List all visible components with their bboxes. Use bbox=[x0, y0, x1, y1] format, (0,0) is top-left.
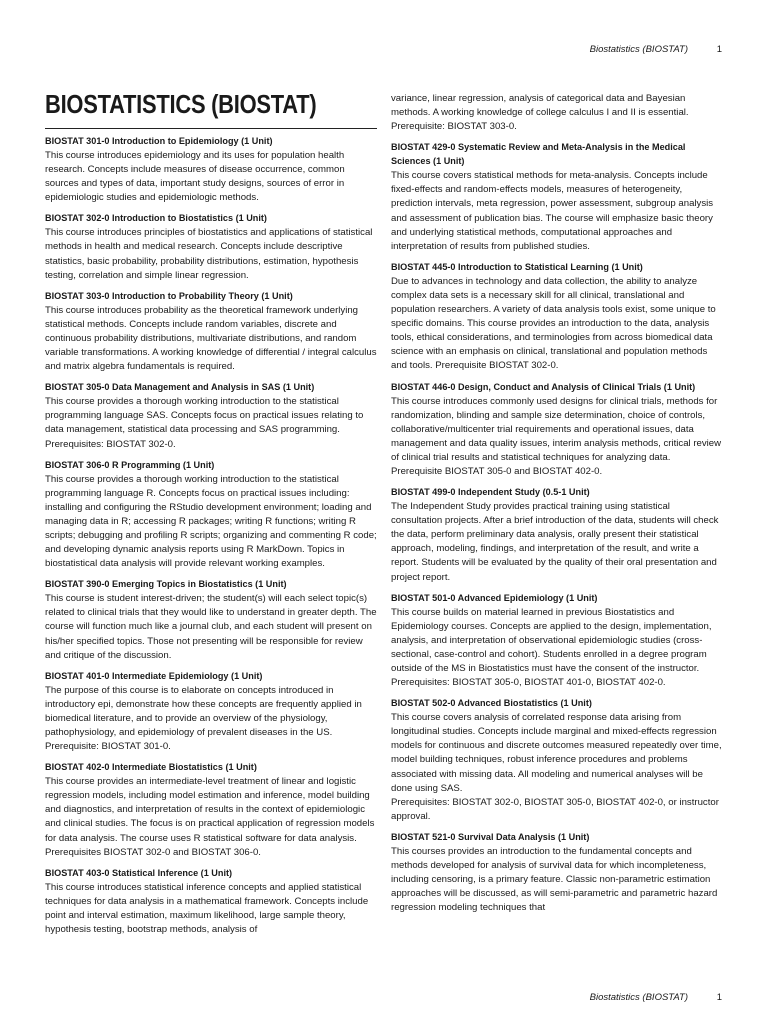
course-description: This course provides an intermediate-level treatment of linear and logistic regression models, including model estimation and inference, model building and diagnostics, and interpretation of results in the context of epidemiologic and clinical studies. The focus is on practical application of regression models for data analysis. The course uses R statistical software for data analysis. Prerequisites BIOSTAT 302-0 and BIOSTAT 306-0. bbox=[45, 776, 375, 858]
course-description: This course covers statistical methods for meta-analysis. Concepts include fixed-effects and random-effects models, measures of heterogeneity, prediction intervals, meta regression, power assessment, subgroup analysis and assessment of publication bias. The course will emphasize basic theory and underlying statistical methods, computational approaches and interpretation of results from published studies. bbox=[391, 170, 714, 252]
course-entry bbox=[45, 135, 377, 205]
course-continuation bbox=[391, 92, 723, 134]
course-title: BIOSTAT 502-0 Advanced Biostatistics (1 Unit) bbox=[391, 698, 592, 710]
course-entry bbox=[45, 381, 377, 451]
left-course-list bbox=[45, 135, 377, 937]
course-title: BIOSTAT 445-0 Introduction to Statistical Learning (1 Unit) bbox=[391, 261, 643, 273]
course-description: This course builds on material learned in previous Biostatistics and Epidemiology courses. Concepts are applied to the design, implementation, analysis, and interpretation of observational epidemiologic studies (cross-sectional, case-control and cohort). Students enrolled in a degree program outside of the MS in Biostatistics must have the consent of the instructor. bbox=[391, 606, 712, 674]
course-prerequisite: Prerequisites: BIOSTAT 305-0, BIOSTAT 401-0, BIOSTAT 402-0. bbox=[391, 677, 666, 689]
course-title: BIOSTAT 521-0 Survival Data Analysis (1 Unit) bbox=[391, 831, 590, 843]
course-title: BIOSTAT 446-0 Design, Conduct and Analysis of Clinical Trials (1 Unit) bbox=[391, 381, 696, 393]
course-entry bbox=[391, 261, 723, 374]
course-entry bbox=[45, 761, 377, 860]
course-title: BIOSTAT 305-0 Data Management and Analysis in SAS (1 Unit) bbox=[45, 382, 315, 394]
course-prerequisite: Prerequisite: BIOSTAT 301-0. bbox=[45, 741, 171, 753]
course-title: BIOSTAT 306-0 R Programming (1 Unit) bbox=[45, 459, 215, 471]
course-title: BIOSTAT 301-0 Introduction to Epidemiology (1 Unit) bbox=[45, 136, 273, 147]
course-entry bbox=[391, 486, 723, 585]
course-entry bbox=[45, 867, 377, 937]
course-description: This course covers analysis of correlated response data arising from longitudinal studies. Concepts include marginal and mixed-effects regression models for continuous and discrete outcomes measured repeatedly over time, model building techniques, robust inference procedures and problems associated with missing data. All modeling and numerical analyses will be done using SAS. bbox=[391, 712, 722, 794]
course-title: BIOSTAT 390-0 Emerging Topics in Biostatistics (1 Unit) bbox=[45, 579, 287, 591]
course-entry bbox=[45, 670, 377, 754]
course-title: BIOSTAT 302-0 Introduction to Biostatistics (1 Unit) bbox=[45, 213, 267, 225]
course-description: This course introduces epidemiology and its uses for population health research. Concepts include measures of disease occurrence, common sources and types of data, important study designs, sources of error in epidemiologic studies and epidemiologic methods. bbox=[45, 150, 345, 204]
continuation-text: variance, linear regression, analysis of categorical data and Bayesian methods. A working knowledge of college calculus I and II is essential. bbox=[391, 93, 689, 119]
course-title: BIOSTAT 403-0 Statistical Inference (1 Unit) bbox=[45, 867, 233, 879]
course-entry bbox=[45, 290, 377, 374]
course-entry bbox=[45, 459, 377, 572]
course-entry bbox=[391, 697, 723, 824]
course-prerequisite: Prerequisites: BIOSTAT 302-0, BIOSTAT 305-0, BIOSTAT 402-0, or instructor approval. bbox=[391, 796, 719, 822]
course-description: Due to advances in technology and data collection, the ability to analyze complex data sets is a necessary skill for all clinical, translational and population researchers. A variety of data analysis tools exist, some unique to specific domains. This course provides an introduction to the data, analysis tools, ethical considerations, and terminologies from across biomedical data science with an emphasis on clinical, translational and population methods and tools. Prerequisite BIOSTAT 302-0. bbox=[391, 275, 716, 372]
title-divider bbox=[45, 128, 377, 129]
course-description: The Independent Study provides practical training using statistical consultation projects. After a brief introduction of the data, students will check the data, perform preliminary data analysis, orally present their statistical approach, modeling, findings, and interpretation of the result, and write a report. Students will be evaluated by the quality of their oral presentation and project report. bbox=[391, 501, 719, 583]
header-title: Biostatistics (BIOSTAT) bbox=[589, 44, 688, 55]
course-entry bbox=[45, 212, 377, 282]
running-footer bbox=[0, 992, 768, 1006]
course-entry bbox=[391, 381, 723, 480]
course-entry bbox=[391, 141, 723, 254]
course-title: BIOSTAT 499-0 Independent Study (0.5-1 Unit) bbox=[391, 487, 590, 499]
right-course-list bbox=[391, 141, 723, 915]
course-description: This course is student interest-driven; the student(s) will each select topic(s) related to clinical trials that they would like to understand in greater depth. The course will function much like a journal club, and each student will present on his/her specified topics. Those not presenting will be responsible for review and critique of the discussion. bbox=[45, 593, 377, 661]
course-description: This course provides a thorough working introduction to the statistical programming language R. Concepts focus on practical issues including: installing and configuring the RStudio development environment; loading and managing data in R; accessing R packages; writing R functions; writing R scripts; debugging and profiling R scripts; organizing and commenting R code; and developing dynamic analysis reports using R MarkDown. Topics in biostatistical data analysis will provide relevant working examples. bbox=[45, 473, 377, 570]
course-description: The purpose of this course is to elaborate on concepts introduced in introductory epi, demonstrate how these concepts are frequently applied in biomedical literature, and to provide an overview of the physiology, pathophysiology, and epidemiology of prevalent diseases in the US. bbox=[45, 684, 362, 738]
course-description: This course introduces commonly used designs for clinical trials, methods for randomization, blinding and sample size determination, choice of controls, collaborative/multicenter trial requirements and operational issues, data management and data quality issues, interim analysis methods, critical review of clinical trial results and statistical techniques for analyzing data. Prerequisite BIOSTAT 305-0 and BIOSTAT 402-0. bbox=[391, 395, 722, 477]
course-title: BIOSTAT 303-0 Introduction to Probability Theory (1 Unit) bbox=[45, 290, 293, 302]
course-title: BIOSTAT 501-0 Advanced Epidemiology (1 Unit) bbox=[391, 592, 598, 604]
course-entry bbox=[391, 831, 723, 915]
footer-title: Biostatistics (BIOSTAT) bbox=[589, 992, 688, 1003]
page-title: BIOSTATISTICS (BIOSTAT) bbox=[45, 91, 317, 119]
course-title: BIOSTAT 402-0 Intermediate Biostatistics (1 Unit) bbox=[45, 762, 257, 774]
course-title: BIOSTAT 429-0 Systematic Review and Meta-Analysis in the Medical Sciences (1 Unit) bbox=[391, 142, 686, 168]
header-page-number: 1 bbox=[716, 44, 722, 55]
footer-page-number: 1 bbox=[716, 992, 722, 1003]
course-description: This course introduces statistical inference concepts and applied statistical techniques for data analysis in a mathematical framework. Concepts include point and interval estimation, maximum likelihood, large sample theory, hypothesis testing, bootstrap methods, analysis of bbox=[45, 881, 369, 936]
course-description: This courses provides an introduction to the fundamental concepts and methods developed for analysis of survival data for which incompleteness, including censoring, is a primary feature. Classic non-parametric estimation approaches will be discussed, as will semi-parametric and parametric hazard regression modeling techniques that bbox=[391, 845, 718, 914]
left-column bbox=[45, 90, 377, 944]
course-entry bbox=[391, 592, 723, 691]
course-description: This course introduces principles of biostatistics and applications of statistical methods in health and medical research. Concepts include descriptive statistics, basic probability, probability distributions, estimation, hypothesis testing, correlation and simple linear regression. bbox=[45, 227, 373, 281]
continuation-prereq: Prerequisite: BIOSTAT 303-0. bbox=[391, 121, 517, 133]
course-description: This course provides a thorough working introduction to the statistical programming language SAS. Concepts focus on practical issues relating to data management, statistical data processing and SAS programming. bbox=[45, 396, 364, 436]
course-description: This course introduces probability as the theoretical framework underlying statistical methods. Concepts include random variables, discrete and continuous probability distributions, multivariate distributions, and random variable transformations. A working knowledge of differential / integral calculus and matrix algebra fundamentals is required. bbox=[45, 304, 377, 373]
right-column bbox=[391, 92, 723, 922]
course-prerequisite: Prerequisites: BIOSTAT 302-0. bbox=[45, 438, 176, 450]
course-entry bbox=[45, 578, 377, 662]
course-title: BIOSTAT 401-0 Intermediate Epidemiology (1 Unit) bbox=[45, 670, 263, 682]
running-header bbox=[0, 44, 768, 58]
